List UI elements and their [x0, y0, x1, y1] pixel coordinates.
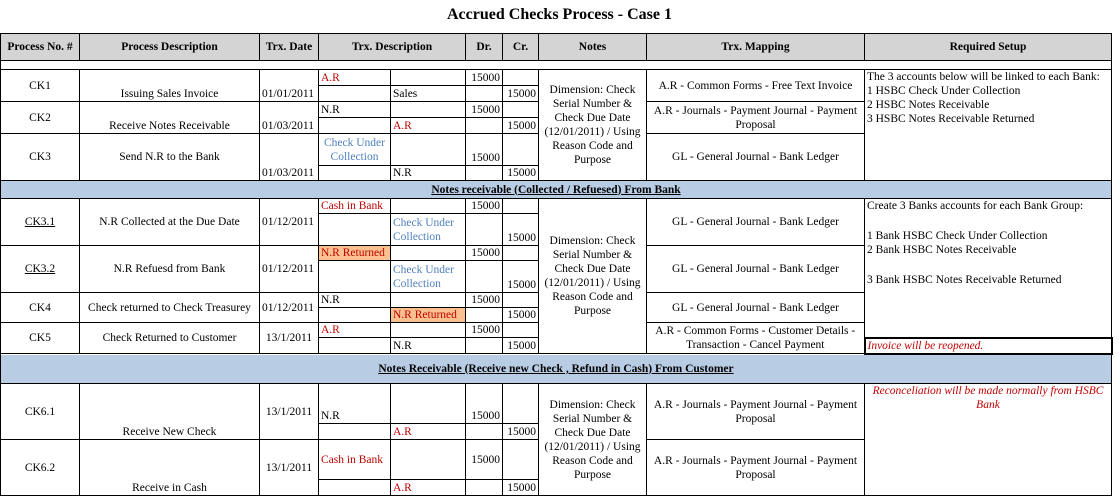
process-no: CK3.1 [1, 199, 80, 246]
table-row [1, 384, 1112, 424]
header-trx-desc: Trx. Description [319, 34, 466, 61]
table-row [1, 70, 1112, 86]
cr-account: N.R Returned [391, 308, 466, 323]
dr-amount: 15000 [466, 246, 503, 261]
trx-date: 13/1/2011 [260, 384, 319, 440]
dr-amount: 15000 [466, 293, 503, 308]
cr-amount: 15000 [503, 308, 539, 323]
header-cr: Cr. [503, 34, 539, 61]
header-trx-date: Trx. Date [260, 34, 319, 61]
process-desc: Receive Notes Receivable [80, 102, 260, 134]
cr-account: Check Under Collection [391, 261, 466, 293]
dr-amount: 15000 [466, 134, 503, 166]
cr-account: N.R [391, 166, 466, 181]
process-no: CK1 [1, 70, 80, 102]
trx-mapping: GL - General Journal - Bank Ledger [647, 199, 865, 246]
process-no: CK3 [1, 134, 80, 181]
notes-cell: Dimension: Check Serial Number & Check Due Date (12/01/2011) / Using Reason Code and Purpose [539, 384, 647, 496]
accrued-checks-table [0, 33, 1113, 496]
trx-mapping: A.R - Common Forms - Free Text Invoice [647, 70, 865, 102]
dr-account: Cash in Bank [319, 440, 391, 480]
cr-account: A.R [391, 424, 466, 440]
dr-account: Cash in Bank [319, 199, 391, 214]
process-no: CK6.1 [1, 384, 80, 440]
setup-note: Reconceliation will be made normally from HSBC Bank [865, 384, 1112, 496]
process-no: CK6.2 [1, 440, 80, 496]
trx-date: 01/12/2011 [260, 293, 319, 323]
notes-cell: Dimension: Check Serial Number & Check Due Date (12/01/2011) / Using Reason Code and Purpose [539, 199, 647, 354]
trx-date: 13/1/2011 [260, 323, 319, 354]
trx-mapping: GL - General Journal - Bank Ledger [647, 246, 865, 293]
cr-amount: 15000 [503, 166, 539, 181]
setup-line: 3 HSBC Notes Receivable Returned [867, 113, 1035, 125]
trx-mapping: GL - General Journal - Bank Ledger [647, 293, 865, 323]
dr-amount: 15000 [466, 323, 503, 338]
dr-amount: 15000 [466, 440, 503, 480]
cr-account: Check Under Collection [391, 214, 466, 246]
trx-date: 01/12/2011 [260, 199, 319, 246]
process-no: CK3.2 [1, 246, 80, 293]
process-no: CK2 [1, 102, 80, 134]
setup-line: 2 Bank HSBC Notes Receivable [867, 244, 1017, 256]
cr-account: A.R [391, 118, 466, 134]
setup-line: The 3 accounts below will be linked to each Bank: [867, 71, 1100, 83]
required-setup [865, 70, 1112, 181]
setup-line: 1 Bank HSBC Check Under Collection [867, 230, 1048, 242]
dr-account: N.R [319, 293, 391, 308]
section-heading [1, 354, 1112, 384]
cr-amount: 15000 [503, 338, 539, 354]
cr-account: A.R [391, 480, 466, 496]
process-desc: Check returned to Check Treasurey [80, 293, 260, 323]
setup-line: 2 HSBC Notes Receivable [867, 99, 990, 111]
dr-account: A.R [319, 70, 391, 86]
setup-line: Create 3 Banks accounts for each Bank Group: [867, 200, 1084, 212]
notes-cell: Dimension: Check Serial Number & Check Due Date (12/01/2011) / Using Reason Code and Purpose [539, 70, 647, 181]
setup-line: 3 Bank HSBC Notes Receivable Returned [867, 274, 1062, 286]
trx-date: 01/03/2011 [260, 134, 319, 181]
trx-mapping: GL - General Journal - Bank Ledger [647, 134, 865, 181]
dr-amount: 15000 [466, 199, 503, 214]
process-no: CK5 [1, 323, 80, 354]
header-process-desc: Process Description [80, 34, 260, 61]
required-setup [865, 199, 1112, 338]
trx-mapping: A.R - Journals - Payment Journal - Payment Proposal [647, 440, 865, 496]
process-desc: Send N.R to the Bank [80, 134, 260, 181]
trx-mapping: A.R - Common Forms - Customer Details - Transaction - Cancel Payment [647, 323, 865, 354]
dr-amount: 15000 [466, 102, 503, 118]
trx-mapping: A.R - Journals - Payment Journal - Payment Proposal [647, 102, 865, 134]
process-desc: Issuing Sales Invoice [80, 70, 260, 102]
dr-amount: 15000 [466, 384, 503, 424]
process-desc: Receive in Cash [80, 440, 260, 496]
dr-account: N.R [319, 102, 391, 118]
dr-account: N.R Returned [319, 246, 391, 261]
section-heading-text: Notes receivable (Collected / Refuesed) From Bank [1, 181, 1112, 199]
dr-account: N.R [319, 384, 391, 424]
header-notes: Notes [539, 34, 647, 61]
process-desc: N.R Collected at the Due Date [80, 199, 260, 246]
header-required-setup: Required Setup [865, 34, 1112, 61]
cr-amount: 15000 [503, 480, 539, 496]
cr-amount: 15000 [503, 86, 539, 102]
trx-mapping: A.R - Journals - Payment Journal - Payment Proposal [647, 384, 865, 440]
trx-date: 01/12/2011 [260, 246, 319, 293]
process-desc: Receive New Check [80, 384, 260, 440]
cr-amount: 15000 [503, 261, 539, 293]
dr-amount: 15000 [466, 70, 503, 86]
process-desc: N.R Refuesd from Bank [80, 246, 260, 293]
dr-account: Check Under Collection [319, 134, 391, 166]
cr-amount: 15000 [503, 118, 539, 134]
header-dr: Dr. [466, 34, 503, 61]
trx-date: 13/1/2011 [260, 440, 319, 496]
setup-line: 1 HSBC Check Under Collection [867, 85, 1021, 97]
setup-note: Invoice will be reopened. [865, 338, 1112, 354]
table-row [1, 199, 1112, 214]
trx-date: 01/01/2011 [260, 70, 319, 102]
cr-account: Sales [391, 86, 466, 102]
header-row [1, 34, 1112, 61]
process-desc: Check Returned to Customer [80, 323, 260, 354]
trx-date: 01/03/2011 [260, 102, 319, 134]
cr-amount: 15000 [503, 214, 539, 246]
header-process-no: Process No. # [1, 34, 80, 61]
page-title: Accrued Checks Process - Case 1 [447, 6, 672, 23]
section-heading-text: Notes Receivable (Receive new Check , Refund in Cash) From Customer [1, 354, 1112, 384]
section-heading [1, 181, 1112, 199]
cr-amount: 15000 [503, 424, 539, 440]
dr-account: A.R [319, 323, 391, 338]
cr-account: N.R [391, 338, 466, 354]
header-trx-mapping: Trx. Mapping [647, 34, 865, 61]
process-no: CK4 [1, 293, 80, 323]
